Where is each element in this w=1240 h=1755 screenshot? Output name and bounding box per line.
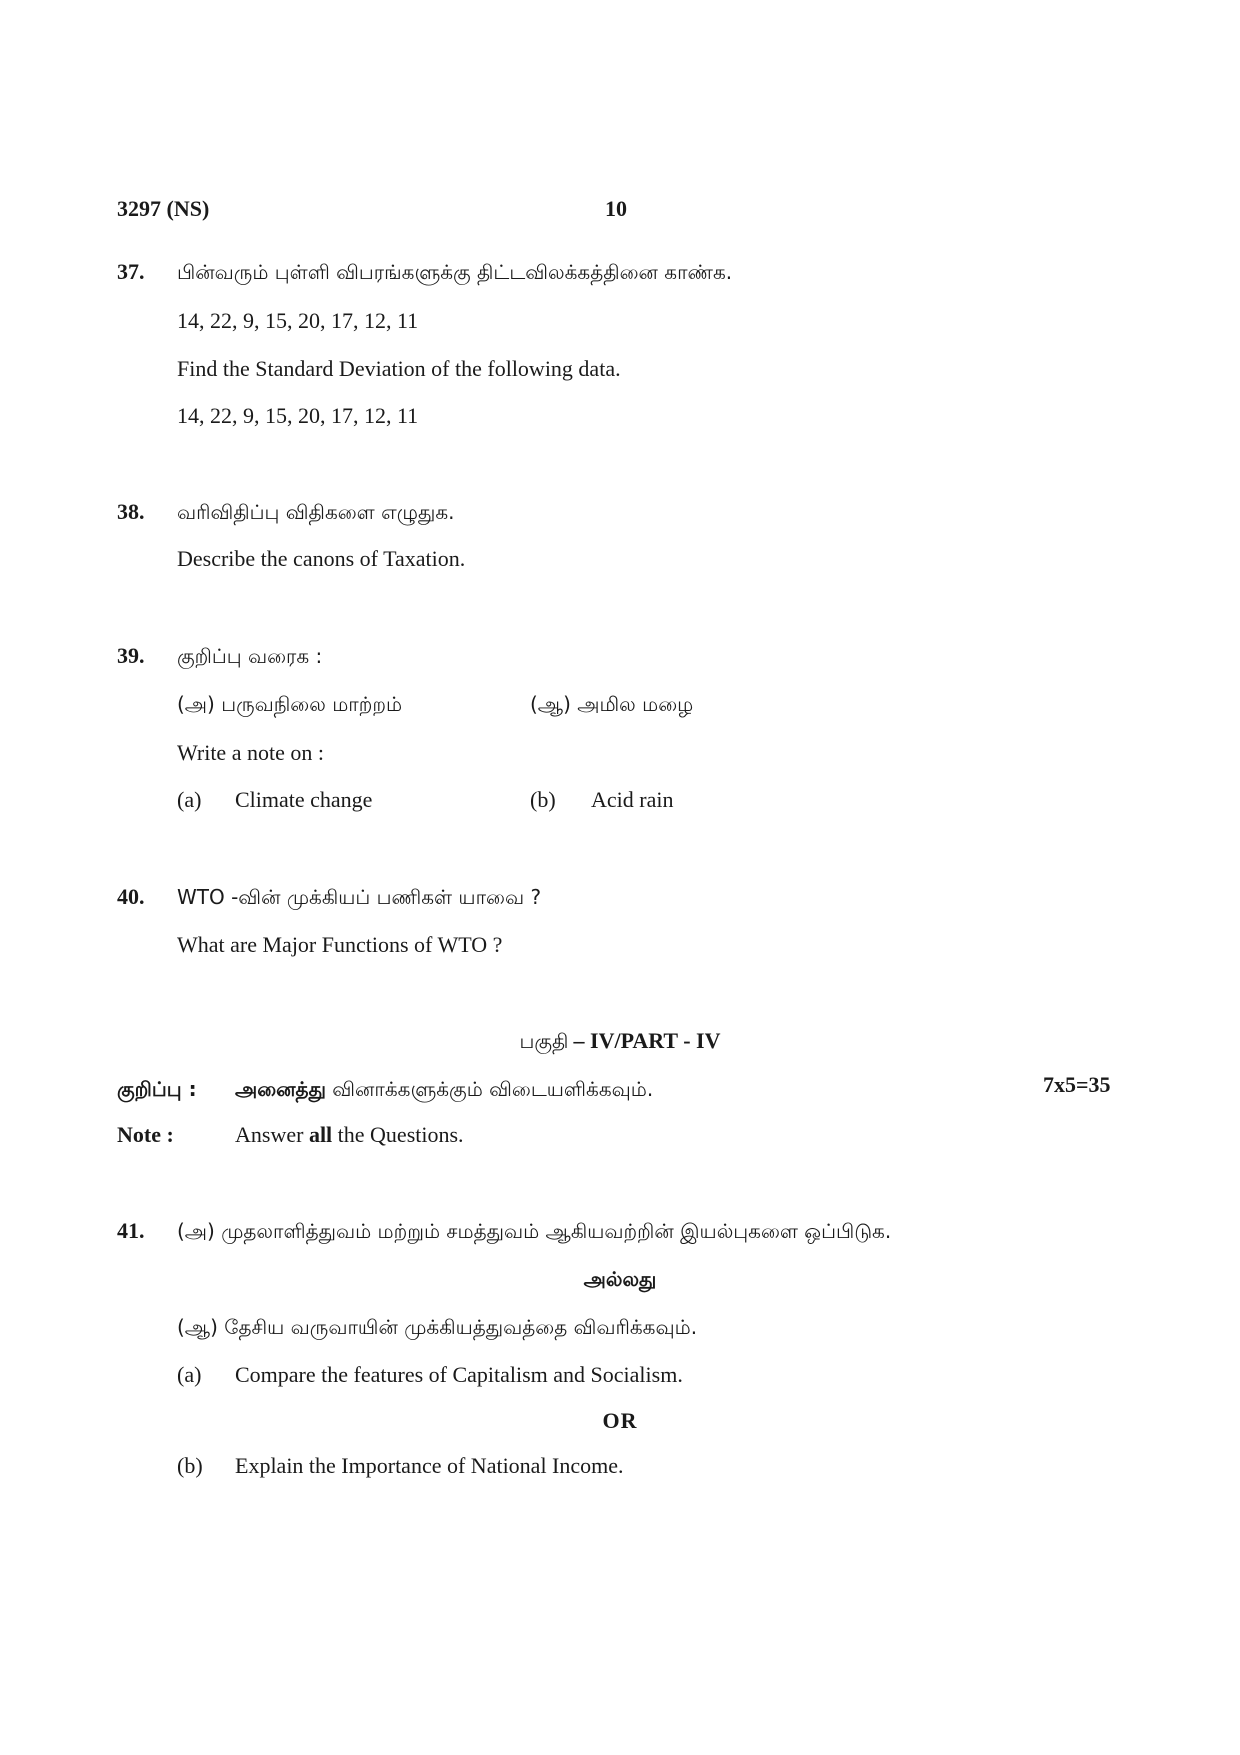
question-number-38: 38. — [117, 499, 145, 524]
question-37-tamil: பின்வரும் புள்ளி விபரங்களுக்கு திட்டவிலக்கத்தினை காண்க. — [177, 260, 733, 284]
question-39-option-a-text: Climate change — [235, 787, 373, 812]
question-39-tamil: குறிப்பு வரைக : — [177, 644, 323, 668]
note-english-part-1: Answer — [235, 1122, 304, 1147]
question-39-option-a-label: (a) — [177, 787, 202, 812]
question-37-data-tamil: 14, 22, 9, 15, 20, 17, 12, 11 — [177, 308, 419, 333]
note-english-part-2: the Questions. — [337, 1122, 464, 1147]
part-heading-english: – IV/PART - IV — [573, 1028, 721, 1053]
question-39-option-a-tamil: (அ) பருவநிலை மாற்றம் — [177, 692, 403, 716]
question-41-option-a-label: (a) — [177, 1362, 202, 1387]
question-41-option-a-english: Compare the features of Capitalism and Socialism. — [235, 1362, 683, 1387]
marks-scheme: 7x5=35 — [1043, 1072, 1111, 1097]
question-39-option-b-tamil: (ஆ) அமில மழை — [530, 692, 694, 716]
question-number-37: 37. — [117, 259, 145, 284]
or-tamil: அல்லது — [583, 1267, 657, 1291]
question-40-english: What are Major Functions of WTO ? — [177, 932, 503, 957]
or-english: OR — [602, 1408, 638, 1433]
question-41-option-a-tamil: (அ) முதலாளித்துவம் மற்றும் சமத்துவம் ஆகியவற்றின் இயல்புகளை ஒப்பிடுக. — [177, 1219, 892, 1243]
question-number-39: 39. — [117, 643, 145, 668]
note-label-tamil: குறிப்பு : — [117, 1077, 197, 1101]
part-heading — [0, 1028, 1240, 1056]
question-number-41: 41. — [117, 1218, 145, 1243]
question-37-english: Find the Standard Deviation of the following data. — [177, 356, 621, 381]
note-bold-tamil: அனைத்து — [235, 1077, 326, 1101]
question-number-40: 40. — [117, 884, 145, 909]
question-41-option-b-label: (b) — [177, 1453, 203, 1478]
paper-code: 3297 (NS) — [117, 196, 210, 221]
note-text-tamil — [235, 1077, 653, 1104]
question-37-data-english: 14, 22, 9, 15, 20, 17, 12, 11 — [177, 403, 419, 428]
page-number: 10 — [605, 196, 627, 221]
question-38-english: Describe the canons of Taxation. — [177, 546, 466, 571]
question-41-option-b-tamil: (ஆ) தேசிய வருவாயின் முக்கியத்துவத்தை விவரிக்கவும். — [177, 1315, 698, 1339]
note-english-bold: all — [308, 1122, 333, 1147]
part-heading-tamil: பகுதி — [519, 1029, 569, 1053]
note-label-english: Note : — [117, 1122, 174, 1147]
question-39-english: Write a note on : — [177, 740, 324, 765]
note-text-english — [235, 1122, 464, 1148]
question-41-option-b-english: Explain the Importance of National Income. — [235, 1453, 624, 1478]
question-38-tamil: வரிவிதிப்பு விதிகளை எழுதுக. — [177, 500, 455, 524]
question-39-option-b-label: (b) — [530, 787, 556, 812]
note-rest-tamil: வினாக்களுக்கும் விடையளிக்கவும். — [332, 1077, 654, 1101]
question-40-tamil: WTO -வின் முக்கியப் பணிகள் யாவை ? — [177, 885, 542, 909]
question-39-option-b-text: Acid rain — [591, 787, 674, 812]
